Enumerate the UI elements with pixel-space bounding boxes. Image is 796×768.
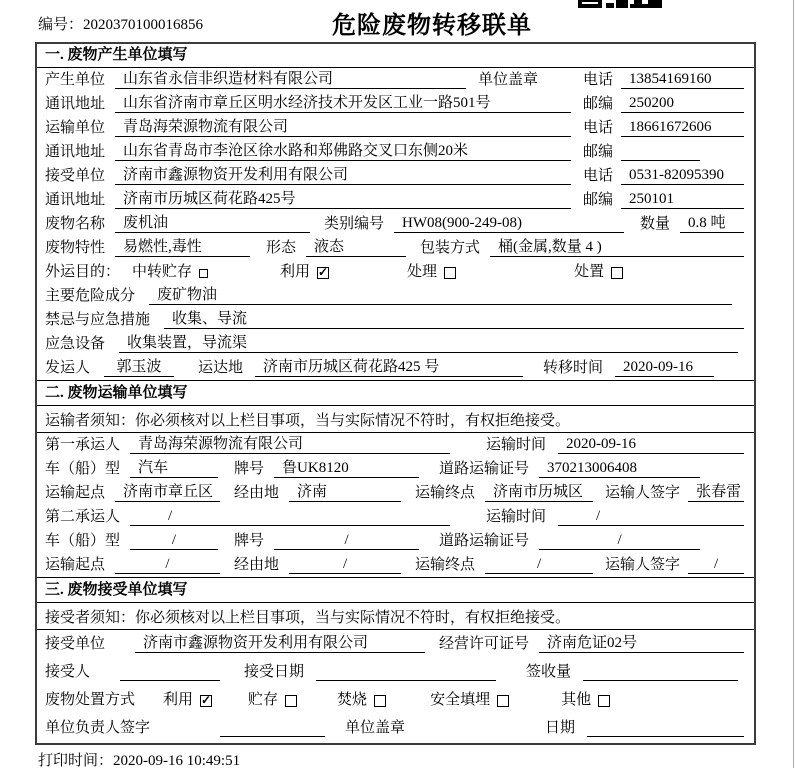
zip-label: 邮编 — [583, 192, 614, 208]
hazard-value: 废矿物油 — [149, 283, 732, 305]
carrier-sign-label: 运输人签字 — [605, 485, 681, 501]
via-label: 经由地 — [234, 557, 280, 573]
option-other — [561, 688, 610, 709]
via-value: 济南 — [289, 480, 401, 502]
option-dispose — [574, 260, 623, 281]
terminus-label: 运输终点 — [415, 557, 476, 573]
permit-value: 济南危证02号 — [539, 631, 744, 653]
row-waste-property — [37, 236, 754, 260]
row-producer-left — [45, 67, 583, 89]
zip-label: 邮编 — [583, 96, 614, 112]
row-vehicle1 — [37, 457, 754, 481]
checkbox-transfer-storage — [199, 269, 208, 278]
date-value — [587, 720, 744, 737]
origin-label: 运输起点 — [45, 557, 106, 573]
carrier2-label: 第二承运人 — [45, 509, 121, 525]
transport-time-value: 2020-09-16 — [558, 436, 744, 454]
checkbox-other — [598, 695, 610, 707]
option-landfill — [430, 688, 509, 709]
vehicle-type-value: / — [130, 532, 218, 550]
packaging-value: 桶(金属,数量 4 ) — [490, 235, 744, 257]
zip-value: 250101 — [621, 191, 744, 209]
row-receiver-address — [37, 188, 754, 212]
row-carrier2 — [37, 505, 754, 529]
transport-time-label: 运输时间 — [486, 509, 547, 525]
unit-head-sign-label: 单位负责人签字 — [45, 720, 151, 736]
section3-header: 三. 废物接受单位填写 — [37, 577, 754, 603]
option-label: 利用 — [163, 692, 194, 708]
vehicle-type-label: 车（船）型 — [45, 461, 121, 477]
address-label: 通讯地址 — [45, 192, 106, 208]
form-label: 形态 — [266, 240, 297, 256]
zip-value: 250200 — [621, 95, 744, 113]
phone-label: 电话 — [583, 120, 614, 136]
terminus-value: / — [485, 556, 593, 574]
origin-value: 济南市章丘区 — [115, 480, 220, 502]
checkmark: ✓ — [318, 265, 329, 279]
row-carrier1 — [37, 433, 754, 457]
option-label: 处置 — [574, 264, 605, 280]
option-incinerate — [337, 688, 386, 709]
quantity-label: 数量 — [640, 216, 671, 232]
taboo-value: 收集、导流 — [164, 307, 744, 329]
carrier-sign-value: / — [688, 556, 744, 574]
page-title: 危险废物转移联单 — [332, 13, 532, 39]
packaging-label: 包装方式 — [420, 240, 481, 256]
plate-label: 牌号 — [234, 533, 265, 549]
carrier1-value: 青岛海荣源物流有限公司 — [130, 432, 450, 454]
hazard-label: 主要危险成分 — [45, 288, 136, 304]
transport-time-value: / — [558, 508, 744, 526]
road-license-label: 道路运输证号 — [439, 461, 530, 477]
serial-label: 编号： — [38, 17, 84, 33]
checkbox-landfill — [497, 695, 509, 707]
row-producer-address — [37, 92, 754, 116]
shipper-value: 郭玉波 — [104, 355, 174, 377]
transfer-time-value: 2020-09-16 — [615, 359, 714, 377]
unit-seal-label: 单位盖章 — [477, 72, 538, 88]
row-receiver — [37, 164, 754, 188]
checkbox-treat — [444, 267, 456, 279]
origin-value: / — [115, 556, 220, 574]
origin-label: 运输起点 — [45, 485, 106, 501]
qr-code-fragment-icon — [578, 0, 668, 9]
address-label: 通讯地址 — [45, 96, 106, 112]
disposal-label: 废物处置方式 — [45, 692, 136, 708]
serial-number-line — [38, 13, 203, 34]
checkbox-use — [200, 695, 212, 707]
option-treat — [407, 260, 456, 281]
accept-person-label: 接受人 — [45, 664, 91, 680]
row-vehicle2 — [37, 529, 754, 553]
option-label: 焚烧 — [337, 692, 368, 708]
row-left — [45, 163, 583, 185]
property-value: 易燃性,毒性 — [115, 235, 250, 257]
row-hazard — [37, 284, 754, 308]
accept-unit-value: 济南市鑫源物资开发利用有限公司 — [135, 631, 425, 653]
accept-unit-label: 接受单位 — [45, 636, 106, 652]
option-store — [248, 688, 297, 709]
destination-value: 济南市历城区荷花路425 号 — [255, 355, 523, 377]
phone-value: 13854169160 — [621, 71, 744, 89]
permit-label: 经营许可证号 — [439, 636, 530, 652]
row-taboo — [37, 308, 754, 332]
row-equipment — [37, 332, 754, 356]
row-waste-name — [37, 212, 754, 236]
receiver-label: 接受单位 — [45, 168, 106, 184]
page-edge-divider — [793, 0, 794, 768]
plate-value: 鲁UK8120 — [274, 456, 419, 478]
vehicle-type-value: 汽车 — [130, 456, 218, 478]
row-disposal — [37, 686, 754, 714]
phone-label: 电话 — [583, 168, 614, 184]
checkbox-use — [317, 267, 329, 279]
waste-name-value: 废机油 — [115, 211, 310, 233]
option-label: 其他 — [561, 692, 592, 708]
row-transporter — [37, 116, 754, 140]
shipper-label: 发运人 — [45, 360, 91, 376]
phone-value: 0531-82095390 — [621, 167, 744, 185]
equipment-value: 收集装置，导流渠 — [119, 331, 738, 353]
option-label: 贮存 — [248, 692, 279, 708]
carrier-sign-label: 运输人签字 — [605, 557, 681, 573]
address-label: 通讯地址 — [45, 144, 106, 160]
accept-person-value — [120, 664, 220, 681]
carrier2-value: / — [130, 508, 450, 526]
row-left — [45, 187, 583, 209]
category-value: HW08(900-249-08) — [394, 215, 624, 233]
row-left — [45, 91, 583, 113]
print-time-label: 打印时间： — [38, 753, 114, 768]
destination-label: 运达地 — [198, 360, 244, 376]
plate-label: 牌号 — [234, 461, 265, 477]
transporter-label: 运输单位 — [45, 120, 106, 136]
section1-header: 一. 废物产生单位填写 — [37, 44, 754, 68]
section2-header: 二. 废物运输单位填写 — [37, 380, 754, 406]
option-label: 中转贮存 — [132, 264, 193, 280]
vehicle-type-label: 车（船）型 — [45, 533, 121, 549]
zip-value — [621, 144, 700, 161]
via-label: 经由地 — [234, 485, 280, 501]
serial-value: 2020370100016856 — [83, 17, 204, 33]
print-time-value: 2020-09-16 10:49:51 — [113, 753, 241, 768]
address-value: 山东省济南市章丘区明水经济技术开发区工业一路501号 — [115, 91, 571, 113]
checkbox-store — [285, 695, 297, 707]
row-route2 — [37, 553, 754, 577]
print-time-line — [38, 749, 240, 768]
option-label: 处理 — [407, 264, 438, 280]
accept-date-label: 接受日期 — [244, 664, 305, 680]
transfer-time-label: 转移时间 — [543, 360, 604, 376]
address-value: 山东省青岛市李沧区徐水路和郑佛路交叉口东侧20米 — [115, 139, 571, 161]
address-value: 济南市历城区荷花路425号 — [115, 187, 571, 209]
terminus-value: 济南市历城区 — [485, 480, 593, 502]
row-purpose — [37, 260, 754, 284]
plate-value: / — [274, 532, 419, 550]
via-value: / — [289, 556, 401, 574]
transport-time-label: 运输时间 — [486, 437, 547, 453]
option-label: 安全填埋 — [430, 692, 491, 708]
unit-head-sign-value — [220, 720, 325, 737]
checkbox-dispose — [611, 267, 623, 279]
property-label: 废物特性 — [45, 240, 106, 256]
section3-notice — [37, 603, 754, 630]
form-value: 液态 — [306, 235, 406, 257]
phone-value: 18661672606 — [621, 119, 744, 137]
checkbox-incinerate — [374, 695, 386, 707]
terminus-label: 运输终点 — [415, 485, 476, 501]
option-label: 利用 — [280, 264, 311, 280]
row-signature — [37, 714, 754, 742]
unit-seal-label: 单位盖章 — [345, 720, 406, 736]
row-left — [45, 115, 583, 137]
notice-text: 接受者须知：你必须核对以上栏目事项，当与实际情况不符时，有权拒绝接受。 — [45, 609, 571, 626]
option-transfer-storage — [132, 260, 208, 281]
phone-label: 电话 — [583, 72, 614, 88]
taboo-label: 禁忌与应急措施 — [45, 312, 151, 328]
date-label: 日期 — [545, 720, 576, 736]
checkmark: ✓ — [201, 693, 212, 707]
carrier-sign-value: 张春雷 — [688, 480, 744, 502]
equipment-label: 应急设备 — [45, 336, 106, 352]
signed-amount-label: 签收量 — [526, 664, 572, 680]
row-transporter-address — [37, 140, 754, 164]
waste-name-label: 废物名称 — [45, 216, 106, 232]
road-license-value: / — [539, 532, 700, 550]
producer-label: 产生单位 — [45, 72, 106, 88]
transporter-value: 青岛海荣源物流有限公司 — [115, 115, 571, 137]
row-shipper — [37, 356, 754, 380]
option-use — [163, 688, 212, 709]
purpose-label: 外运目的： — [45, 264, 121, 280]
section2-notice — [37, 406, 754, 433]
road-license-value: 370213006408 — [539, 460, 700, 478]
row-accept-person — [37, 658, 754, 686]
option-use — [280, 260, 329, 281]
quantity-value: 0.8 吨 — [680, 211, 744, 233]
row-route1 — [37, 481, 754, 505]
row-accept-unit — [37, 630, 754, 658]
carrier1-label: 第一承运人 — [45, 437, 121, 453]
manifest-form — [35, 42, 756, 745]
zip-label: 邮编 — [583, 144, 614, 160]
signed-amount-value — [583, 664, 738, 681]
category-label: 类别编号 — [324, 216, 385, 232]
row-producer — [37, 68, 754, 92]
road-license-label: 道路运输证号 — [439, 533, 530, 549]
accept-date-value — [316, 664, 496, 681]
producer-value: 山东省永信非织造材料有限公司 — [115, 67, 466, 89]
receiver-value: 济南市鑫源物资开发利用有限公司 — [115, 163, 571, 185]
row-left — [45, 139, 583, 161]
notice-text: 运输者须知：你必须核对以上栏目事项，当与实际情况不符时，有权拒绝接受。 — [45, 412, 571, 429]
